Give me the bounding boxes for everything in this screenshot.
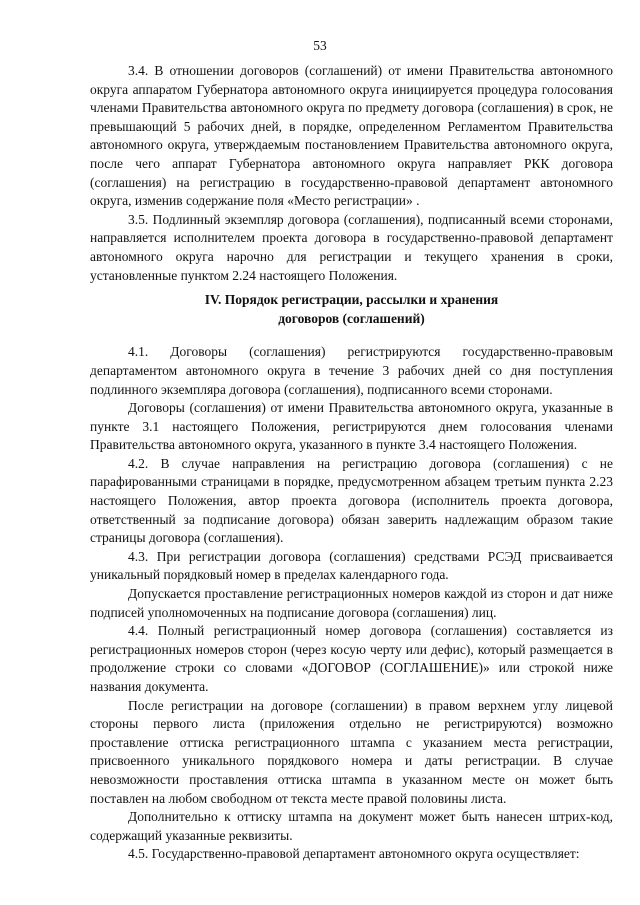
paragraph-4-3-b: Допускается проставление регистрационных номеров каждой из сторон и дат ниже подписей уполномоченных на подписание договора (соглашения) лиц.: [90, 586, 613, 620]
paragraph-4-1-b: Договоры (соглашения) от имени Правительства автономного округа, указанные в пункте 3.1 настоящего Положения, регистрируются днем голосования членами Правительства автономного округа, указанного в пункте 3.4 настоящего Положения.: [90, 400, 613, 453]
paragraph-4-1: 4.1. Договоры (соглашения) регистрируются государственно-правовым департаментом автономного округа в течение 3 рабочих дней со дня поступления подлинного экземпляра договора (соглашения), подписанного всеми сторонами.: [90, 344, 613, 397]
paragraph-3-5: 3.5. Подлинный экземпляр договора (соглашения), подписанный всеми сторонами, направляется исполнителем проекта договора в государственно-правовой департамент автономного округа нарочно для регистрации и текущего хранения в сроки, установленные пунктом 2.24 настоящего Положения.: [90, 211, 613, 283]
paragraph-3-4: 3.4. В отношении договоров (соглашений) от имени Правительства автономного округа аппаратом Губернатора автономного округа инициируется процедура голосования членами Правительства автономного округа по предмету договора (соглашения) в срок, не превышающий 5 рабочих дней, в порядке, определенном Регламентом Правительства автономного округа, утверждаемым постановлением Правительства автономного округа, после чего аппарат Губернатора автономного округа направляет РКК договора (соглашения) на регистрацию в государственно-правовой департамент автономного округа, изменив содержание поля «Место регистрации» .: [90, 63, 613, 209]
section-heading: [90, 291, 613, 328]
section-heading-line-2: договоров (соглашений): [278, 310, 425, 326]
paragraph-4-4-b: После регистрации на договоре (соглашении) в правом верхнем углу лицевой стороны первого листа (приложения отдельно не регистрируются) возможно проставление оттиска регистрационного штампа с указанием места регистрации, присвоенного уникального порядкового номера и даты регистрации. В случае невозможности проставления оттиска штампа в указанном месте он может быть поставлен на любом свободном от текста месте правой половины листа.: [90, 697, 613, 806]
paragraph-4-2: 4.2. В случае направления на регистрацию договора (соглашения) с не парафированными страницами в порядке, предусмотренном абзацем третьим пункта 2.23 настоящего Положения, автор проекта договора (исполнитель проекта договора, ответственный за подписание договора) обязан заверить надлежащим образом такие страницы договора (соглашения).: [90, 455, 613, 546]
paragraph-4-4: 4.4. Полный регистрационный номер договора (соглашения) составляется из регистрационных номеров сторон (через косую черту или дефис), который размещается в продолжение строки со словами «ДОГОВОР (СОГЛАШЕНИЕ)» или строкой ниже названия документа.: [90, 623, 613, 694]
paragraph-4-5: 4.5. Государственно-правовой департамент автономного округа осуществляет:: [128, 846, 580, 862]
paragraph-4-4-c: Дополнительно к оттиску штампа на документ может быть нанесен штрих-код, содержащий указанные реквизиты.: [90, 809, 613, 843]
paragraph-4-3: 4.3. При регистрации договора (соглашения) средствами РСЭД присваивается уникальный порядковый номер в пределах календарного года.: [90, 548, 613, 583]
page-number: 53: [313, 38, 327, 53]
document-body: [90, 62, 613, 864]
section-heading-line-1: IV. Порядок регистрации, рассылки и хранения: [204, 292, 499, 308]
